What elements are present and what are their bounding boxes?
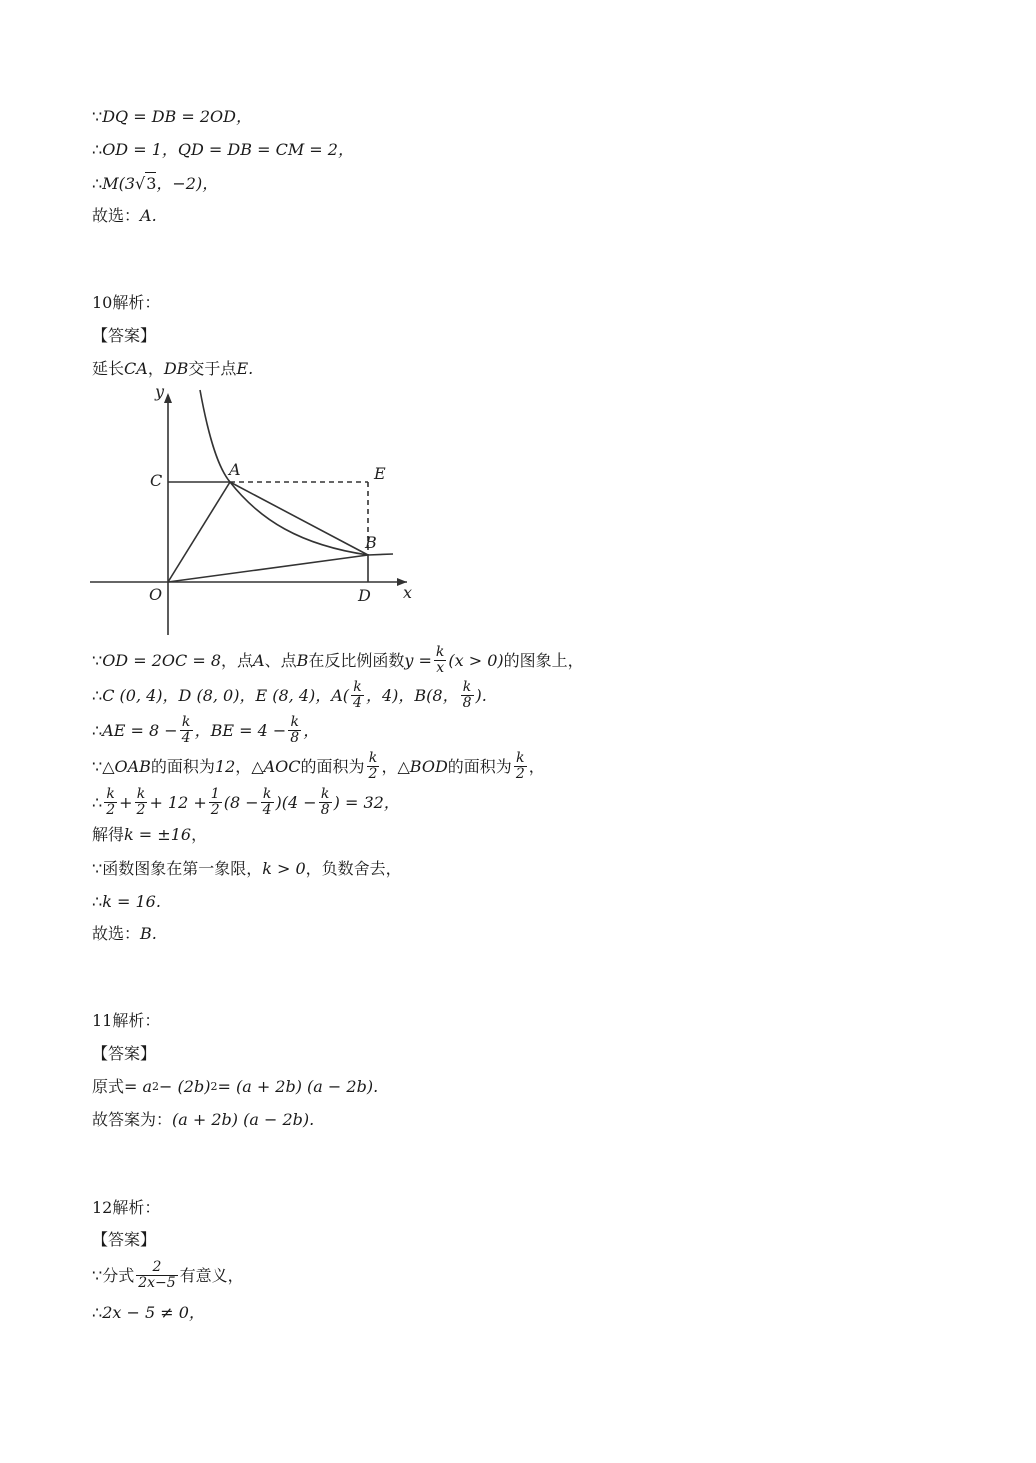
fraction <box>319 787 332 818</box>
sec9-line-2 <box>92 139 354 161</box>
text: 解得 <box>92 825 125 844</box>
equation-part: ) = 32， <box>333 792 400 812</box>
numerator: k <box>181 714 191 730</box>
equation-part: (x > 0) <box>448 650 504 670</box>
sec10-title <box>92 292 160 314</box>
equation: OD = 1，QD = DB = CM = 2， <box>102 140 354 159</box>
equation-part: y = <box>404 650 432 670</box>
numerator: k <box>368 750 378 766</box>
var: CA <box>124 359 148 378</box>
label-x: x <box>403 583 413 602</box>
choice-label: 故选： <box>92 924 141 943</box>
sec10-answer-tag <box>92 325 156 347</box>
equation: DQ = DB = 2OD， <box>102 107 253 126</box>
denominator: 2x−5 <box>138 1275 176 1291</box>
sec12-line-1 <box>92 1260 244 1291</box>
section-title: 11解析： <box>92 1011 161 1030</box>
denominator: 4 <box>353 695 362 711</box>
numerator: k <box>435 644 445 660</box>
text: 、点 <box>264 650 297 670</box>
denominator: 8 <box>320 802 330 818</box>
sec10-choice-line <box>92 923 157 945</box>
curve-tail <box>368 554 393 555</box>
denominator: 4 <box>181 730 191 746</box>
sec10-line-7 <box>92 858 402 880</box>
because-symbol: ∵ <box>92 107 103 126</box>
equation-part: k > 0 <box>262 859 306 878</box>
fraction <box>261 787 274 818</box>
denominator: 2 <box>210 802 220 818</box>
fraction <box>180 715 193 746</box>
numerator: k <box>262 786 272 802</box>
var: DB <box>163 359 189 378</box>
text: ， <box>235 756 252 776</box>
fraction <box>104 787 117 818</box>
sec11-line-1: 原式 = a 2 − (2b) 2 = (a + 2b) (a − 2b). <box>92 1077 379 1096</box>
because-symbol: ∵ <box>92 859 103 878</box>
numerator: k <box>462 679 472 695</box>
text: 的图象上， <box>503 650 584 670</box>
label-b: B <box>365 533 377 552</box>
therefore-symbol: ∴ <box>92 720 103 740</box>
therefore-symbol: ∴ <box>92 1303 103 1322</box>
denominator: 4 <box>262 802 272 818</box>
var: E. <box>236 359 254 378</box>
numerator: k <box>106 786 115 802</box>
numerator: 2 <box>152 1259 162 1275</box>
denominator: 8 <box>462 695 472 711</box>
sec10-line-2 <box>92 680 487 711</box>
text: ， <box>528 756 545 776</box>
equation-part: ，−2)， <box>156 173 219 193</box>
equation-part: = (a + 2b) (a − 2b). <box>217 1077 379 1096</box>
y-arrow-icon <box>164 393 172 403</box>
text: ，负数舍去， <box>305 859 402 878</box>
text: ， <box>381 756 398 776</box>
text: 的面积为 <box>447 756 512 776</box>
fraction <box>351 680 364 711</box>
equation-part: ， <box>303 720 320 740</box>
triangle: △OAB <box>102 756 151 776</box>
sec11-title <box>92 1010 160 1032</box>
text: 原式 <box>92 1077 125 1096</box>
denominator: 2 <box>106 802 116 818</box>
therefore-symbol: ∴ <box>92 685 103 705</box>
text: 延长 <box>92 359 125 378</box>
because-symbol: ∵ <box>92 1265 103 1285</box>
label-c: C <box>150 471 163 490</box>
denominator: 2 <box>136 802 146 818</box>
fraction <box>461 680 474 711</box>
equation-part: 2x − 5 ≠ 0， <box>102 1303 205 1322</box>
therefore-symbol: ∴ <box>92 892 103 911</box>
denominator: 2 <box>515 766 525 782</box>
equation-part: ，BE = 4 − <box>194 720 287 740</box>
because-symbol: ∵ <box>92 650 103 670</box>
label-e: E <box>374 464 386 483</box>
equation-part: k = ±16 <box>124 825 192 844</box>
equation-part: + 12 + <box>149 792 207 812</box>
sec9-choice-line <box>92 205 157 227</box>
text: 在反比例函数 <box>308 650 405 670</box>
equation-part: + <box>119 792 133 812</box>
segment-ab <box>230 482 368 555</box>
sec12-line-2 <box>92 1302 205 1324</box>
text: 交于点 <box>188 359 237 378</box>
sec10-intro <box>92 358 253 380</box>
triangle: △AOC <box>251 756 301 776</box>
triangle: △BOD <box>397 756 448 776</box>
text: 有意义， <box>179 1265 244 1285</box>
numerator: k <box>290 714 299 730</box>
label-o: O <box>149 585 163 604</box>
equation-part: ). <box>475 685 487 705</box>
label-a: A <box>229 460 241 479</box>
sec11-answer-tag <box>92 1043 156 1065</box>
sec10-line-8 <box>92 891 161 913</box>
geometry-figure <box>85 385 425 640</box>
fraction <box>135 787 148 818</box>
fraction <box>367 751 380 782</box>
text: ， <box>147 359 164 378</box>
text: 的面积为 <box>300 756 365 776</box>
equation-part: OD = 2OC = 8 <box>102 650 222 670</box>
therefore-symbol: ∴ <box>92 140 103 159</box>
equation-part: (a + 2b) (a − 2b). <box>172 1110 315 1129</box>
sec10-line-3 <box>92 715 319 746</box>
choice-label: 故选： <box>92 206 141 225</box>
sqrt-sign: √ <box>135 173 146 193</box>
numerator: k <box>320 786 330 802</box>
label-y: y <box>155 385 165 401</box>
hyperbola-curve <box>200 390 368 555</box>
text: 故答案为： <box>92 1110 173 1129</box>
text: 的面积为 <box>150 756 215 776</box>
text: 函数图象在第一象限， <box>102 859 263 878</box>
numerator: k <box>353 679 362 695</box>
text: 分式 <box>102 1265 135 1285</box>
equation-part: − (2b) <box>159 1077 211 1096</box>
sec12-title <box>92 1197 160 1219</box>
choice-answer: B. <box>140 924 157 943</box>
sec12-answer-tag <box>92 1229 156 1251</box>
numerator: k <box>516 750 525 766</box>
answer-tag: 【答案】 <box>92 326 157 345</box>
fraction <box>209 787 222 818</box>
segment-ob <box>168 555 368 582</box>
denominator: x <box>436 660 445 676</box>
value: 12 <box>214 756 236 776</box>
therefore-symbol: ∴ <box>92 792 103 812</box>
equation-part: = a <box>124 1077 153 1096</box>
numerator: 1 <box>210 786 220 802</box>
segment-oa <box>168 482 230 582</box>
equation-part: C (0, 4)，D (8, 0)，E (8, 4)，A( <box>102 685 350 705</box>
numerator: k <box>136 786 146 802</box>
equation-part: ，4)，B(8， <box>365 685 459 705</box>
section-title: 12解析： <box>92 1198 161 1217</box>
equation-part: M(3 <box>102 173 135 193</box>
text: ， <box>191 825 208 844</box>
sec9-line-3 <box>92 172 218 195</box>
therefore-symbol: ∴ <box>92 173 103 193</box>
text: ，点 <box>221 650 254 670</box>
fraction <box>136 1260 177 1291</box>
choice-answer: A. <box>140 206 157 225</box>
equation-part: AE = 8 − <box>102 720 178 740</box>
sec10-line-4 <box>92 751 545 782</box>
sec10-line-1 <box>92 645 584 676</box>
radicand: 3 <box>146 174 157 193</box>
fraction <box>434 645 446 676</box>
fraction <box>514 751 527 782</box>
equation-part: k = 16. <box>102 892 161 911</box>
section-title: 10解析： <box>92 293 161 312</box>
denominator: 2 <box>368 766 378 782</box>
label-d: D <box>358 586 371 605</box>
var: A <box>253 650 265 670</box>
denominator: 8 <box>290 730 300 746</box>
sec10-line-5 <box>92 787 400 818</box>
sec9-line-1 <box>92 106 252 128</box>
sec11-line-2 <box>92 1109 314 1131</box>
var: B <box>296 650 309 670</box>
answer-tag: 【答案】 <box>92 1044 157 1063</box>
answer-tag: 【答案】 <box>92 1230 157 1249</box>
fraction <box>288 715 301 746</box>
because-symbol: ∵ <box>92 756 103 776</box>
equation-part: )(4 − <box>275 792 317 812</box>
sec10-line-6 <box>92 824 207 846</box>
equation-part: (8 − <box>223 792 259 812</box>
